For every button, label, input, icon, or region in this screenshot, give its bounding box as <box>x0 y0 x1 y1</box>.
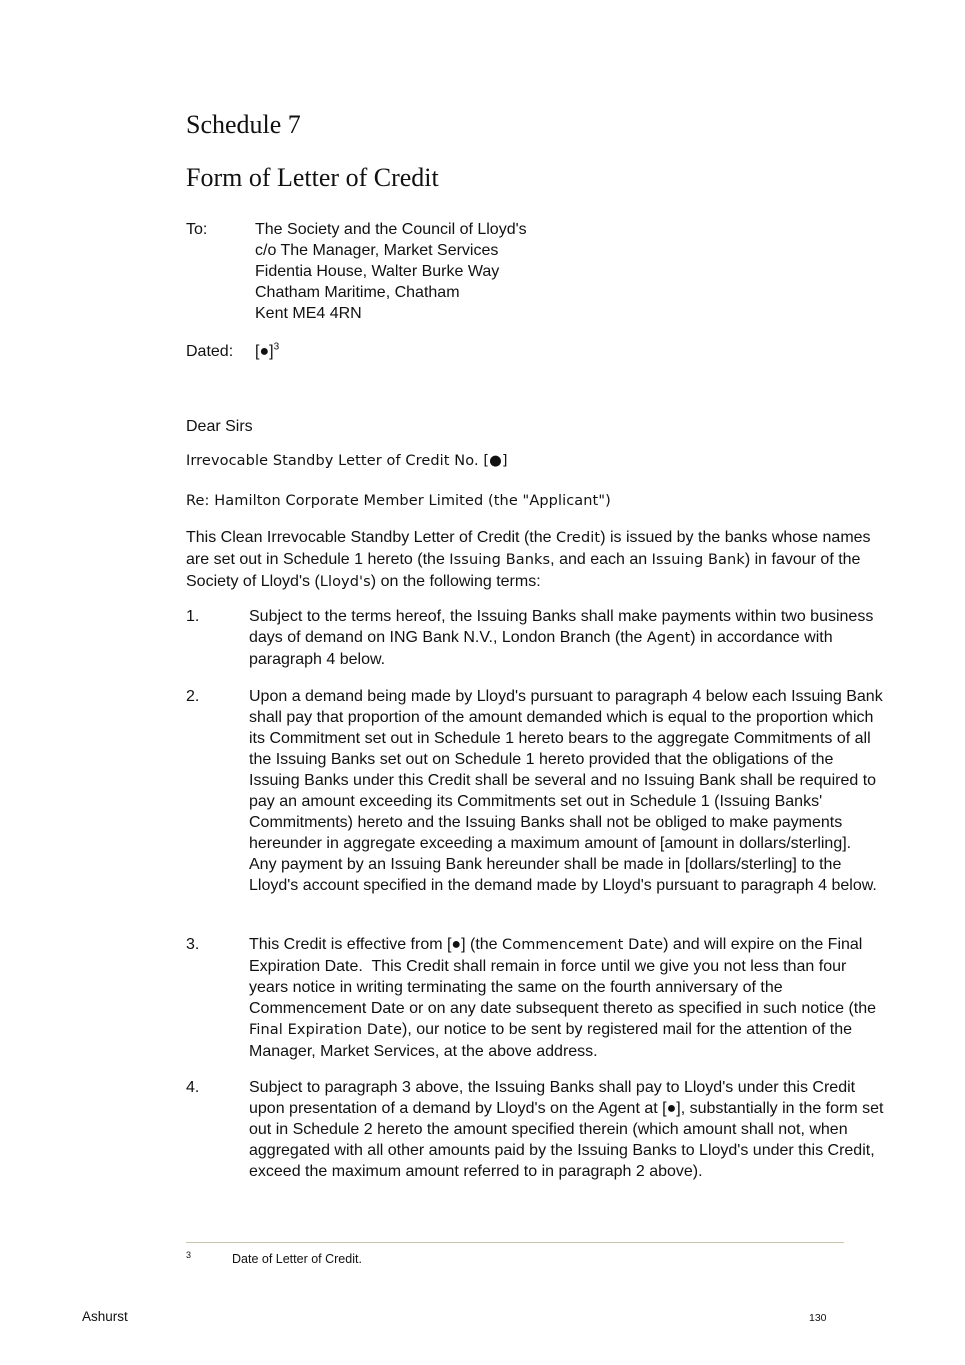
defined-term: Final Expiration Date <box>249 1022 402 1038</box>
clause-text <box>249 606 886 670</box>
footnote-number: 3 <box>186 1250 192 1260</box>
clause-number: 4. <box>186 1079 200 1096</box>
dated-placeholder: [●] <box>255 343 274 360</box>
clause-text-part: ) in accordance with paragraph 4 below. <box>249 629 833 668</box>
address-line: c/o The Manager, Market Services <box>255 242 499 259</box>
intro-text: , and each an <box>550 551 652 568</box>
salutation: Dear Sirs <box>186 418 253 435</box>
clause-text-part: ), our notice to be sent by registered mail for the attention of the Manager, Market Services, at the above address. <box>249 1021 857 1060</box>
address-line: Chatham Maritime, Chatham <box>255 284 460 301</box>
clause-number: 1. <box>186 608 200 625</box>
intro-paragraph <box>186 527 886 593</box>
defined-term: Lloyd's <box>319 574 371 590</box>
footer-firm-name: Ashurst <box>82 1309 128 1324</box>
dated-label: Dated: <box>186 343 234 360</box>
defined-term: Credit <box>555 530 601 546</box>
re-line <box>186 490 611 512</box>
document-title: Form of Letter of Credit <box>186 163 439 192</box>
clause-number: 2. <box>186 688 200 705</box>
re-line-text: Re: Hamilton Corporate Member Limited (the "Applicant") <box>186 493 611 509</box>
intro-text: This Clean Irrevocable Standby Letter of Credit (the <box>186 529 556 546</box>
addressee-lines <box>255 219 655 324</box>
address-line: Kent ME4 4RN <box>255 305 362 322</box>
defined-term: Agent <box>646 630 691 646</box>
clause-text <box>249 934 886 1062</box>
address-line: The Society and the Council of Lloyd's <box>255 221 527 238</box>
footnote-reference: 3 <box>273 341 280 353</box>
credit-reference: Irrevocable Standby Letter of Credit No. [●] <box>186 453 508 469</box>
intro-text: ) is issued by the banks whose names are set out in Schedule 1 hereto (the <box>186 529 871 568</box>
defined-term: Issuing Banks <box>449 552 551 568</box>
clause-text-part: Subject to the terms hereof, the Issuing Banks shall make payments within two business days of demand on ING Bank N.V., London Branch (the <box>249 608 874 646</box>
address-line: Fidentia House, Walter Burke Way <box>255 263 500 280</box>
intro-text: ) in favour of the Society of Lloyd's ( <box>186 551 861 590</box>
footnote-text: Date of Letter of Credit. <box>232 1252 362 1266</box>
clause-text-part: This Credit is effective from [●] (the <box>249 936 502 953</box>
addressee-label: To: <box>186 221 208 238</box>
footnote-divider <box>186 1242 844 1243</box>
defined-term: Commencement Date <box>502 937 664 953</box>
clause-text-part: ) and will expire on the Final Expiration Date. This Credit shall remain in force until we give you not less than four years notice in writing terminating the same on the fourth anniversary of the Commencement Date or on any date subsequent thereto as specified in such notice (the <box>249 936 881 1017</box>
page-number: 130 <box>809 1312 827 1324</box>
intro-text: ) on the following terms: <box>370 573 541 590</box>
defined-term: Issuing Bank <box>651 552 745 568</box>
clause-text: Subject to paragraph 3 above, the Issuing Banks shall pay to Lloyd's under this Credit upon presentation of a demand by Lloyd's on the Agent at [●], substantially in the form set out in Schedule 2 hereto the amount specified therein (which amount shall not, when aggregated with all other amounts paid by the Issuing Banks to Lloyd's under this Credit, exceed the maximum amount referred to in paragraph 2 above). <box>249 1079 884 1180</box>
dated-value <box>255 341 279 362</box>
clause-text: Upon a demand being made by Lloyd's pursuant to paragraph 4 below each Issuing Bank shall pay that proportion of the amount demanded which is equal to the proportion which its Commitment set out in Schedule 1 hereto bears to the aggregate Commitments of all the Issuing Banks set out on Schedule 1 hereto provided that the obligations of the Issuing Banks under this Credit shall be several and no Issuing Bank shall be required to pay an amount exceeding its Commitments set out in Schedule 1 (Issuing Banks' Commitments) hereto and the Issuing Banks shall not be obliged to make payments hereunder in aggregate exceeding a maximum amount of [amount in dollars/sterling]. Any payment by an Issuing Bank hereunder shall be made in [dollars/sterling] to the Lloyd's account specified in the demand made by Lloyd's pursuant to paragraph 4 below. <box>249 688 888 894</box>
schedule-heading: Schedule 7 <box>186 110 301 139</box>
clause-number: 3. <box>186 936 200 953</box>
dated-line <box>186 341 280 362</box>
